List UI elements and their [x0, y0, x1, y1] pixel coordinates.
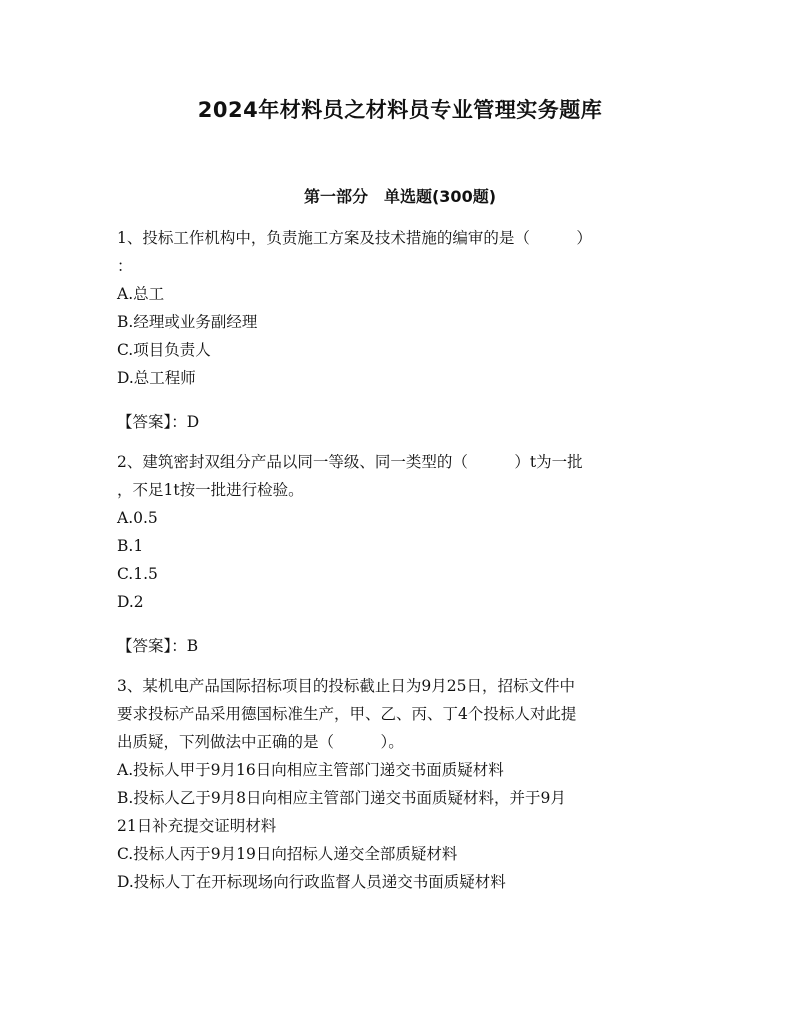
question-1-line-1: 1、投标工作机构中，负责施工方案及技术措施的编审的是（ ） [117, 229, 592, 247]
question-1-answer: 【答案】：D [117, 413, 200, 431]
question-3-option-c: C.投标人丙于9月19日向招标人递交全部质疑材料 [117, 845, 458, 863]
question-1 [117, 224, 677, 436]
question-2-line-1: 2、建筑密封双组分产品以同一等级、同一类型的（ ）t为一批 [117, 453, 583, 471]
question-1-option-c: C.项目负责人 [117, 341, 211, 359]
question-3-option-d: D.投标人丁在开标现场向行政监督人员递交书面质疑材料 [117, 873, 506, 891]
question-1-option-d: D.总工程师 [117, 369, 196, 387]
section-title: 第一部分 单选题(300题) [303, 187, 497, 206]
question-2 [117, 448, 677, 660]
question-3-option-a: A.投标人甲于9月16日向相应主管部门递交书面质疑材料 [117, 761, 504, 779]
question-2-option-a: A.0.5 [117, 509, 158, 527]
question-3 [117, 672, 677, 896]
question-3-line-3: 出质疑，下列做法中正确的是（ ）。 [117, 733, 404, 751]
question-3-line-1: 3、某机电产品国际招标项目的投标截止日为9月25日，招标文件中 [117, 677, 575, 695]
question-1-option-b: B.经理或业务副经理 [117, 313, 258, 331]
question-2-answer: 【答案】：B [117, 637, 199, 655]
question-3-option-b-continued: 21日补充提交证明材料 [117, 817, 277, 835]
question-2-option-c: C.1.5 [117, 565, 158, 583]
question-1-option-a: A.总工 [117, 285, 165, 303]
question-list [117, 224, 677, 896]
question-2-line-2: ，不足1t按一批进行检验。 [117, 481, 304, 499]
question-2-option-d: D.2 [117, 593, 144, 611]
document-title: 2024年材料员之材料员专业管理实务题库 [197, 98, 603, 122]
question-3-line-2: 要求投标产品采用德国标准生产，甲、乙、丙、丁4个投标人对此提 [117, 705, 577, 723]
question-1-line-2: ： [117, 257, 133, 275]
question-2-option-b: B.1 [117, 537, 144, 555]
question-3-option-b: B.投标人乙于9月8日向相应主管部门递交书面质疑材料，并于9月 [117, 789, 566, 807]
